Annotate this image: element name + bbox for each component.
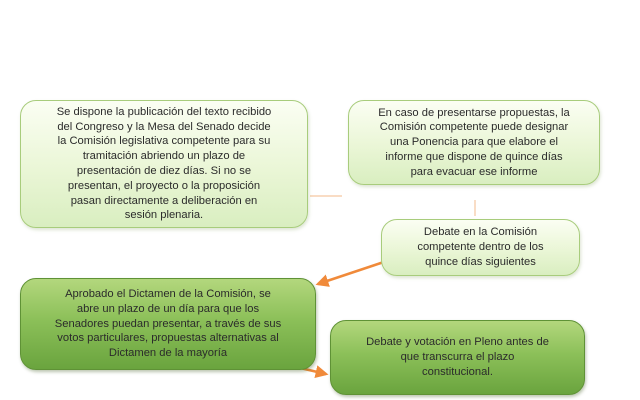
box-text-line: sesión plenaria. [124, 209, 204, 222]
box-text-line: Comisión competente puede designar [379, 121, 569, 134]
box-text-line: Senadores puedan presentar, a través de sus [54, 317, 282, 330]
box-committee-debate [381, 219, 580, 276]
box-text-line: tramitación abriendo un plazo de [82, 150, 246, 163]
box-dictamen [20, 278, 316, 370]
box-text-line: informe que dispone de quince días [385, 150, 563, 163]
box-text-line: que transcurra el plazo [400, 351, 515, 364]
box-publication [20, 100, 308, 228]
box-text-line: del Congreso y la Mesa del Senado decide [57, 120, 271, 133]
box-text-line: constitucional. [422, 365, 493, 378]
box-text-line: Aprobado el Dictamen de la Comisión, se [65, 288, 271, 301]
box-text-line: Se dispone la publicación del texto recibido [56, 105, 272, 118]
arrow-debate-to-dictamen [318, 262, 384, 284]
box-text-line: presentación de diez días. Si no se [76, 165, 252, 177]
box-text-line: presentan, el proyecto o la proposición [67, 179, 261, 192]
box-text-line: para evacuar ese informe [410, 165, 538, 178]
box-text-line: Dictamen de la mayoría [108, 347, 228, 360]
box-text-line: una Ponencia para que elabore el [390, 136, 558, 149]
box-plenary-vote [330, 320, 585, 395]
box-text-line: abre un plazo de un día para que los [76, 302, 260, 315]
box-text-line: competente dentro de los [417, 241, 544, 254]
box-text-line: pasan directamente a deliberación en [70, 194, 258, 207]
box-text-line: votos particulares, propuestas alternativas al [57, 332, 279, 345]
box-text-line: la Comisión legislativa competente para su [57, 135, 271, 148]
box-text-line: Debate y votación en Pleno antes de [366, 336, 549, 349]
box-text-line: Debate en la Comisión [423, 226, 538, 239]
box-ponencia [348, 100, 600, 185]
box-text-line: quince días siguientes [425, 255, 536, 268]
box-text-line: En caso de presentarse propuestas, la [378, 106, 570, 119]
